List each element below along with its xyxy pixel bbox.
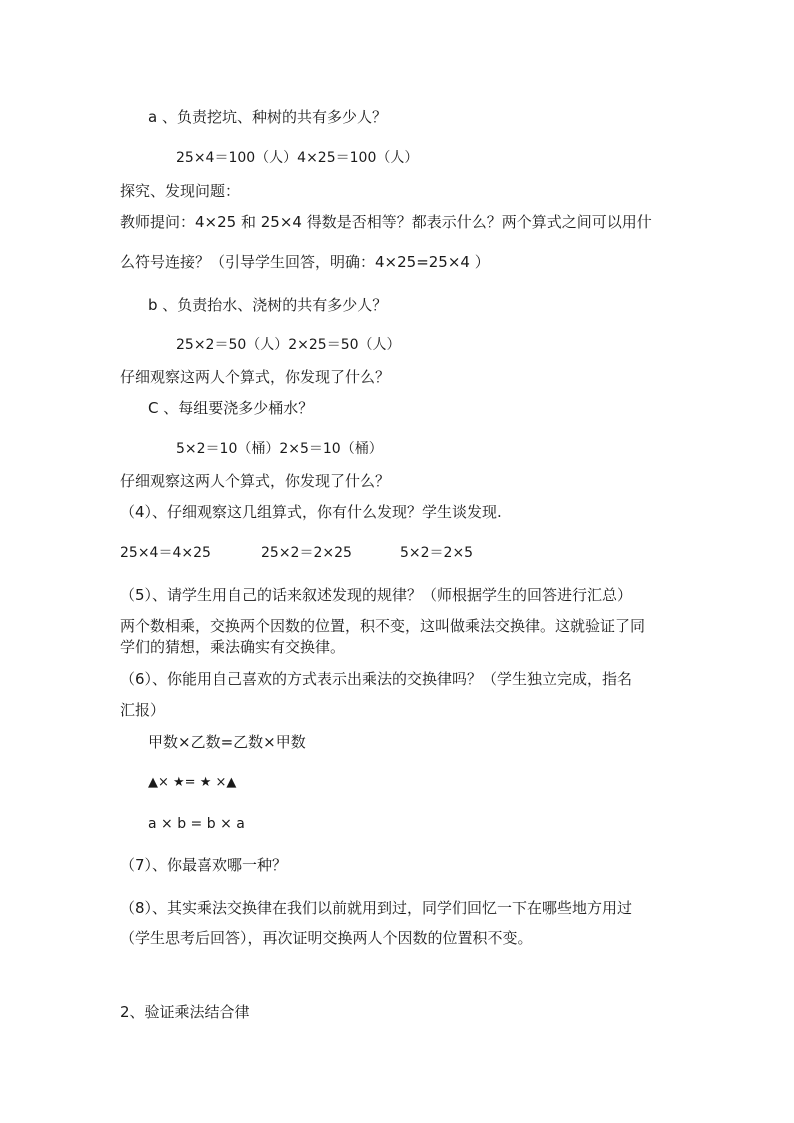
question-a: a 、负责挖坑、种树的共有多少人？ (148, 108, 387, 126)
section-2-heading: 2、验证乘法结合律 (120, 1003, 250, 1021)
step-6-line1: （6）、你能用自己喜欢的方式表示出乘法的交换律吗？（学生独立完成，指名 (120, 670, 633, 688)
rule-line-2: 学们的猜想，乘法确实有交换律。 (120, 638, 346, 656)
equation-a: 25×4＝100（人）4×25＝100（人） (176, 150, 419, 166)
summary-eq-2: 25×2＝2×25 (261, 545, 352, 561)
rule-chinese: 甲数×乙数=乙数×甲数 (148, 733, 306, 751)
teacher-question-line1: 教师提问：4×25 和 25×4 得数是否相等？都表示什么？两个算式之间可以用什 (120, 213, 652, 231)
question-b: b 、负责抬水、浇树的共有多少人？ (148, 296, 388, 314)
teacher-question-line2: 么符号连接？（引导学生回答，明确：4×25=25×4 ） (120, 253, 490, 271)
observe-line-1: 仔细观察这两人个算式，你发现了什么？ (120, 368, 391, 386)
equation-b: 25×2＝50（人）2×25＝50（人） (176, 337, 401, 353)
step-8-line1: （8）、其实乘法交换律在我们以前就用到过，同学们回忆一下在哪些地方用过 (120, 899, 633, 917)
summary-eq-1: 25×4＝4×25 (120, 545, 211, 561)
observe-line-2: 仔细观察这两人个算式，你发现了什么？ (120, 472, 391, 490)
step-8-line2: （学生思考后回答），再次证明交换两人个因数的位置积不变。 (120, 929, 533, 947)
equation-c: 5×2＝10（桶）2×5＝10（桶） (176, 441, 383, 457)
step-4: （4）、仔细观察这几组算式，你有什么发现？学生谈发现. (120, 503, 502, 521)
rule-letters: a × b = b × a (148, 816, 245, 832)
rule-line-1: 两个数相乘，交换两个因数的位置，积不变，这叫做乘法交换律。这就验证了同 (120, 617, 646, 635)
question-c: C 、每组要浇多少桶水？ (148, 399, 314, 417)
step-7: （7）、你最喜欢哪一种？ (120, 856, 288, 874)
rule-symbols: ▲× ★= ★ ×▲ (148, 775, 237, 790)
summary-eq-3: 5×2＝2×5 (400, 545, 474, 561)
section-explore: 探究、发现问题： (120, 182, 241, 200)
step-6-line2: 汇报） (120, 701, 166, 719)
step-5: （5）、请学生用自己的话来叙述发现的规律？（师根据学生的回答进行汇总） (120, 586, 633, 604)
